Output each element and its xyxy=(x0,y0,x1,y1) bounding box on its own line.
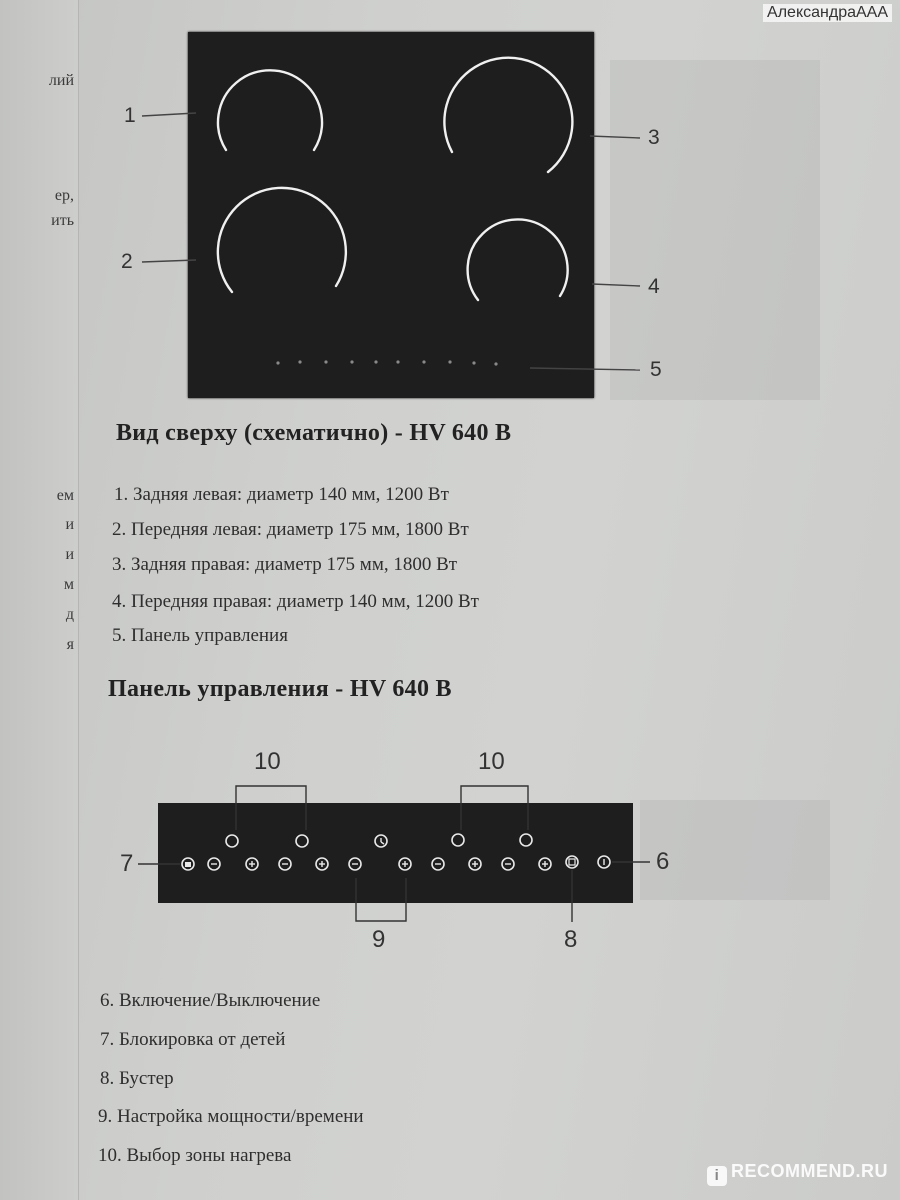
edge-text: ер, xyxy=(54,187,74,204)
callout-6: 6 xyxy=(656,848,670,875)
panel-item: 9. Настройка мощности/времени xyxy=(98,1106,364,1127)
hob-item: 4. Передняя правая: диаметр 140 мм, 1200 Вт xyxy=(112,591,479,612)
hob-item: 1. Задняя левая: диаметр 140 мм, 1200 Вт xyxy=(114,484,449,505)
edge-text: д xyxy=(65,606,74,623)
callout-1: 1 xyxy=(124,104,136,127)
recommend-logo-icon: i xyxy=(707,1166,727,1186)
panel-item: 10. Выбор зоны нагрева xyxy=(98,1145,292,1166)
edge-text: ить xyxy=(51,212,74,229)
panel-item: 7. Блокировка от детей xyxy=(100,1029,286,1050)
zone-2-front-left xyxy=(218,188,346,292)
callout-3: 3 xyxy=(648,126,660,149)
callout-9: 9 xyxy=(372,926,386,953)
panel-heading: Панель управления - HV 640 B xyxy=(108,676,452,702)
watermark xyxy=(707,1161,888,1186)
panel-item: 6. Включение/Выключение xyxy=(100,990,321,1011)
hob-heading: Вид сверху (схематично) - HV 640 B xyxy=(116,420,512,446)
edge-text: м xyxy=(63,576,74,593)
panel-button-glyphs xyxy=(211,838,604,867)
edge-text: и xyxy=(65,546,74,563)
zone-4-front-right xyxy=(468,219,568,300)
callout-10-left: 10 xyxy=(254,748,281,775)
callout-7: 7 xyxy=(120,850,134,877)
callout-8: 8 xyxy=(564,926,578,953)
edge-text: лий xyxy=(48,72,74,89)
zone-1-rear-left xyxy=(218,70,322,150)
panel-item: 8. Бустер xyxy=(100,1068,174,1089)
username-label: АлександраААА xyxy=(763,4,892,22)
callout-5: 5 xyxy=(650,358,662,381)
watermark-text: RECOMMEND.RU xyxy=(731,1161,888,1181)
hob-item: 2. Передняя левая: диаметр 175 мм, 1800 Вт xyxy=(112,519,469,540)
zone-3-rear-right xyxy=(444,58,572,172)
edge-text: ем xyxy=(56,487,74,504)
hob-item: 3. Задняя правая: диаметр 175 мм, 1800 Вт xyxy=(112,554,458,575)
hob-item: 5. Панель управления xyxy=(112,625,288,646)
edge-text: я xyxy=(66,636,74,653)
callout-4: 4 xyxy=(648,275,660,298)
hob-control-dots xyxy=(276,360,497,365)
callout-10-right: 10 xyxy=(478,748,505,775)
edge-text: и xyxy=(65,516,74,533)
callout-2: 2 xyxy=(121,250,133,273)
